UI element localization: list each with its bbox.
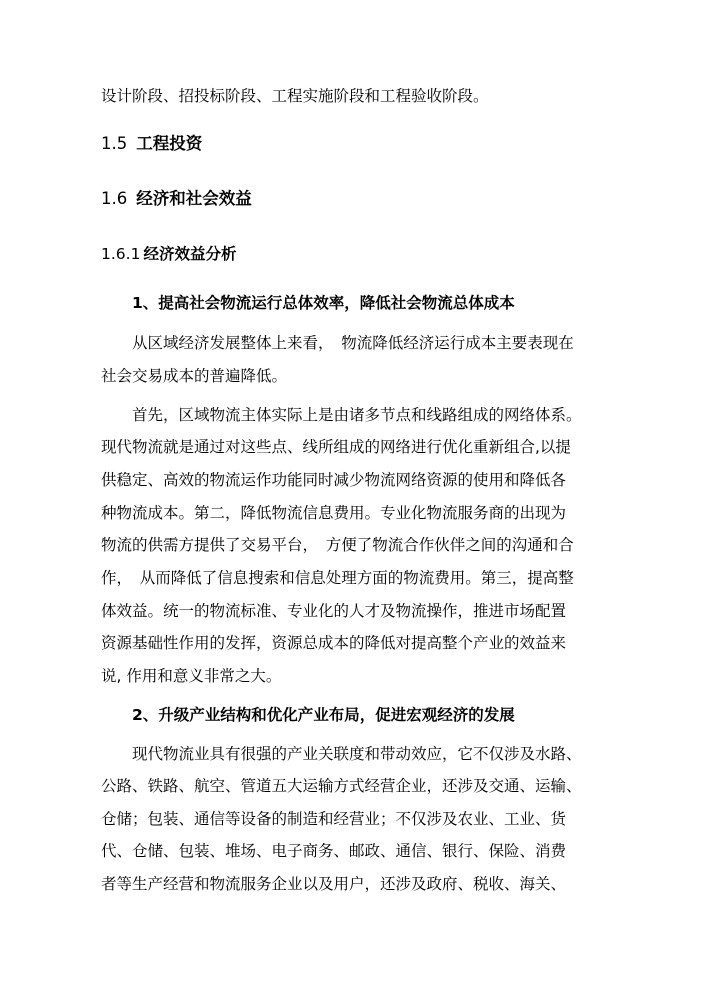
section-title: 工程投资 <box>136 134 203 153</box>
para-2-line: 资源基础性作用的发挥，资源总成本的降低对提高整个产业的效益来 <box>101 634 567 652</box>
point-2-heading: 2、升级产业结构和优化产业布局，促进宏观经济的发展 <box>132 706 515 724</box>
para-3-line: 公路、铁路、航空、管道五大运输方式经营企业，还涉及交通、运输、 <box>101 777 582 795</box>
section-number: 1.6.1 <box>101 245 141 263</box>
section-heading-1-6-1 <box>101 244 236 264</box>
para-1-line: 从区域经济发展整体上来看， 物流降低经济运行成本主要表现在 <box>132 334 574 352</box>
section-number: 1.6 <box>101 189 128 208</box>
para-2-line: 种物流成本。第二，降低物流信息费用。专业化物流服务商的出现为 <box>101 504 567 522</box>
section-number: 1.5 <box>101 134 128 153</box>
para-3-line: 现代物流业具有很强的产业关联度和带动效应，它不仅涉及水路、 <box>132 745 582 763</box>
para-2-line: 首先，区域物流主体实际上是由诸多节点和线路组成的网络体系。 <box>132 406 582 424</box>
point-1-heading: 1、提高社会物流运行总体效率，降低社会物流总体成本 <box>132 294 515 312</box>
para-3-line: 代、仓储、包装、堆场、电子商务、邮政、通信、银行、保险、消费 <box>101 842 567 860</box>
section-heading-1-5 <box>101 133 202 155</box>
para-2-line: 供稳定、高效的物流运作功能同时减少物流网络资源的使用和降低各 <box>101 471 567 489</box>
para-2-line: 现代物流就是通过对这些点、线所组成的网络进行优化重新组合,以提 <box>101 438 571 456</box>
para-2-line: 体效益。统一的物流标准、专业化的人才及物流操作，推进市场配置 <box>101 602 567 620</box>
para-2-line: 作， 从而降低了信息搜索和信息处理方面的物流费用。第三，提高整 <box>101 569 574 587</box>
section-title: 经济效益分析 <box>143 245 237 263</box>
section-title: 经济和社会效益 <box>136 189 252 208</box>
intro-line: 设计阶段、招投标阶段、工程实施阶段和工程验收阶段。 <box>101 87 489 105</box>
section-heading-1-6 <box>101 188 252 210</box>
para-1-line: 社会交易成本的普遍降低。 <box>101 367 288 385</box>
para-2-line: 说, 作用和意义非常之大。 <box>101 667 282 685</box>
para-3-line: 仓储；包装、通信等设备的制造和经营业；不仅涉及农业、工业、货 <box>101 810 567 828</box>
para-2-line: 物流的供需方提供了交易平台， 方便了物流合作伙伴之间的沟通和合 <box>101 536 574 554</box>
para-3-line: 者等生产经营和物流服务企业以及用户，还涉及政府、税收、海关、 <box>101 875 567 893</box>
